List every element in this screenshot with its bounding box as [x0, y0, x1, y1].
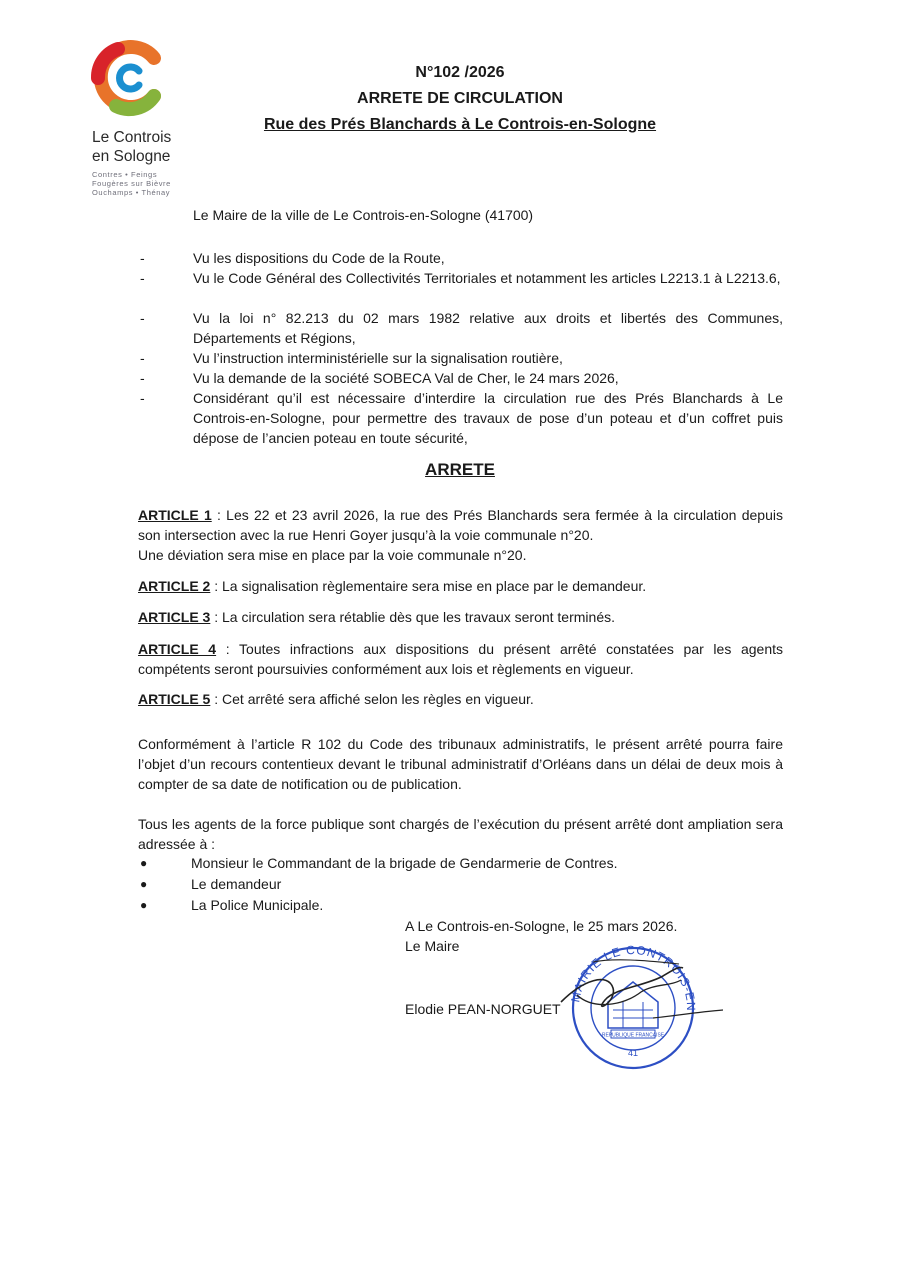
intro-text: Le Maire de la ville de Le Controis-en-Sologne (41700): [193, 207, 534, 223]
decree-title: ARRETE DE CIRCULATION: [357, 90, 563, 107]
decree-number: N°102 /2026: [415, 64, 505, 81]
bullet-icon: ●: [140, 856, 148, 870]
logo-sub-line3: Ouchamps • Thénay: [92, 188, 171, 197]
mairie-seal-icon: [553, 940, 733, 1070]
article-2-label: ARTICLE 2: [138, 578, 211, 594]
signatory-name: Elodie PEAN-NORGUET: [405, 1001, 561, 1017]
signature-role: Le Maire: [405, 938, 460, 954]
dash-marker: -: [140, 370, 145, 386]
appeal-paragraph: Conformément à l’article R 102 du Code des tribunaux administratifs, le présent arrêté pourra faire l’objet d’un recours contentieux devant le tribunal administratif d’Orléans dans un délai de deux mois à compter de sa date de notification ou de publication.: [138, 736, 783, 792]
svg-text:41: 41: [627, 1048, 639, 1058]
bullet-icon: ●: [140, 898, 148, 912]
article-1: [138, 505, 783, 545]
signature-place-date: A Le Controis-en-Sologne, le 25 mars 2026.: [405, 918, 678, 934]
svg-text:MAIRIE LE CONTROIS-EN-SOLOGNE: MAIRIE LE CONTROIS-EN: [568, 942, 699, 1012]
logo-name: [92, 128, 171, 166]
article-1-label: ARTICLE 1: [138, 507, 212, 523]
article-5-label: ARTICLE 5: [138, 691, 211, 707]
logo-c-mark-icon: [88, 38, 168, 120]
recipient-item: Monsieur le Commandant de la brigade de Gendarmerie de Contres.: [191, 855, 618, 871]
consideration-item: Vu la loi n° 82.213 du 02 mars 1982 relative aux droits et libertés des Communes, Départements et Régions,: [193, 310, 783, 346]
decision-heading: ARRETE: [425, 460, 495, 479]
execution-paragraph: Tous les agents de la force publique sont chargés de l’exécution du présent arrêté dont ampliation sera adressée à :: [138, 816, 783, 852]
consideration-item: Vu la demande de la société SOBECA Val de Cher, le 24 mars 2026,: [193, 370, 619, 386]
logo-sub-line1: Contres • Feings: [92, 170, 158, 179]
article-1-extra: Une déviation sera mise en place par la voie communale n°20.: [138, 547, 527, 563]
article-3-label: ARTICLE 3: [138, 609, 211, 625]
dash-marker: -: [140, 390, 145, 406]
recipient-item: Le demandeur: [191, 876, 282, 892]
consideration-item: Considérant qu’il est nécessaire d’interdire la circulation rue des Prés Blanchards à Le Controis-en-Sologne, pour permettre des travaux de pose d’un poteau et d’un coffret puis dépose de l’ancien poteau en toute sécurité,: [193, 390, 783, 446]
article-1-text: : Les 22 et 23 avril 2026, la rue des Prés Blanchards sera fermée à la circulation depuis son intersection avec la rue Henri Goyer jusqu’à la voie communale n°20.: [138, 507, 783, 543]
official-seal: [553, 940, 733, 1070]
dash-marker: -: [140, 350, 145, 366]
article-4-label: ARTICLE 4: [138, 641, 217, 657]
article-5: [138, 689, 534, 709]
dash-marker: -: [140, 270, 145, 286]
town-logo: [88, 38, 198, 203]
consideration-item: Vu le Code Général des Collectivités Territoriales et notamment les articles L2213.1 à L2213.6,: [193, 270, 781, 286]
decree-subtitle: Rue des Prés Blanchards à Le Controis-en-Sologne: [263, 116, 657, 133]
article-2-text: : La signalisation règlementaire sera mise en place par le demandeur.: [210, 578, 647, 594]
svg-text:REPUBLIQUE FRANCAISE: REPUBLIQUE FRANCAISE: [601, 1032, 665, 1039]
logo-communes: [92, 170, 171, 197]
recipient-item: La Police Municipale.: [191, 897, 324, 913]
article-5-text: : Cet arrêté sera affiché selon les règles en vigueur.: [210, 691, 534, 707]
bullet-icon: ●: [140, 877, 148, 891]
logo-name-line2: en Sologne: [92, 148, 171, 165]
article-4: [138, 639, 783, 679]
article-3: [138, 607, 615, 627]
consideration-item: Vu l’instruction interministérielle sur la signalisation routière,: [193, 350, 563, 366]
logo-name-line1: Le Controis: [92, 129, 172, 146]
article-3-text: : La circulation sera rétablie dès que les travaux seront terminés.: [210, 609, 615, 625]
logo-sub-line2: Fougères sur Bièvre: [92, 179, 171, 188]
article-4-text: : Toutes infractions aux dispositions du présent arrêté constatées par les agents compétents seront poursuivies conformément aux lois et règlements en vigueur.: [138, 641, 784, 677]
dash-marker: -: [140, 250, 145, 266]
article-2: [138, 576, 646, 596]
dash-marker: -: [140, 310, 145, 326]
consideration-item: Vu les dispositions du Code de la Route,: [193, 250, 445, 266]
